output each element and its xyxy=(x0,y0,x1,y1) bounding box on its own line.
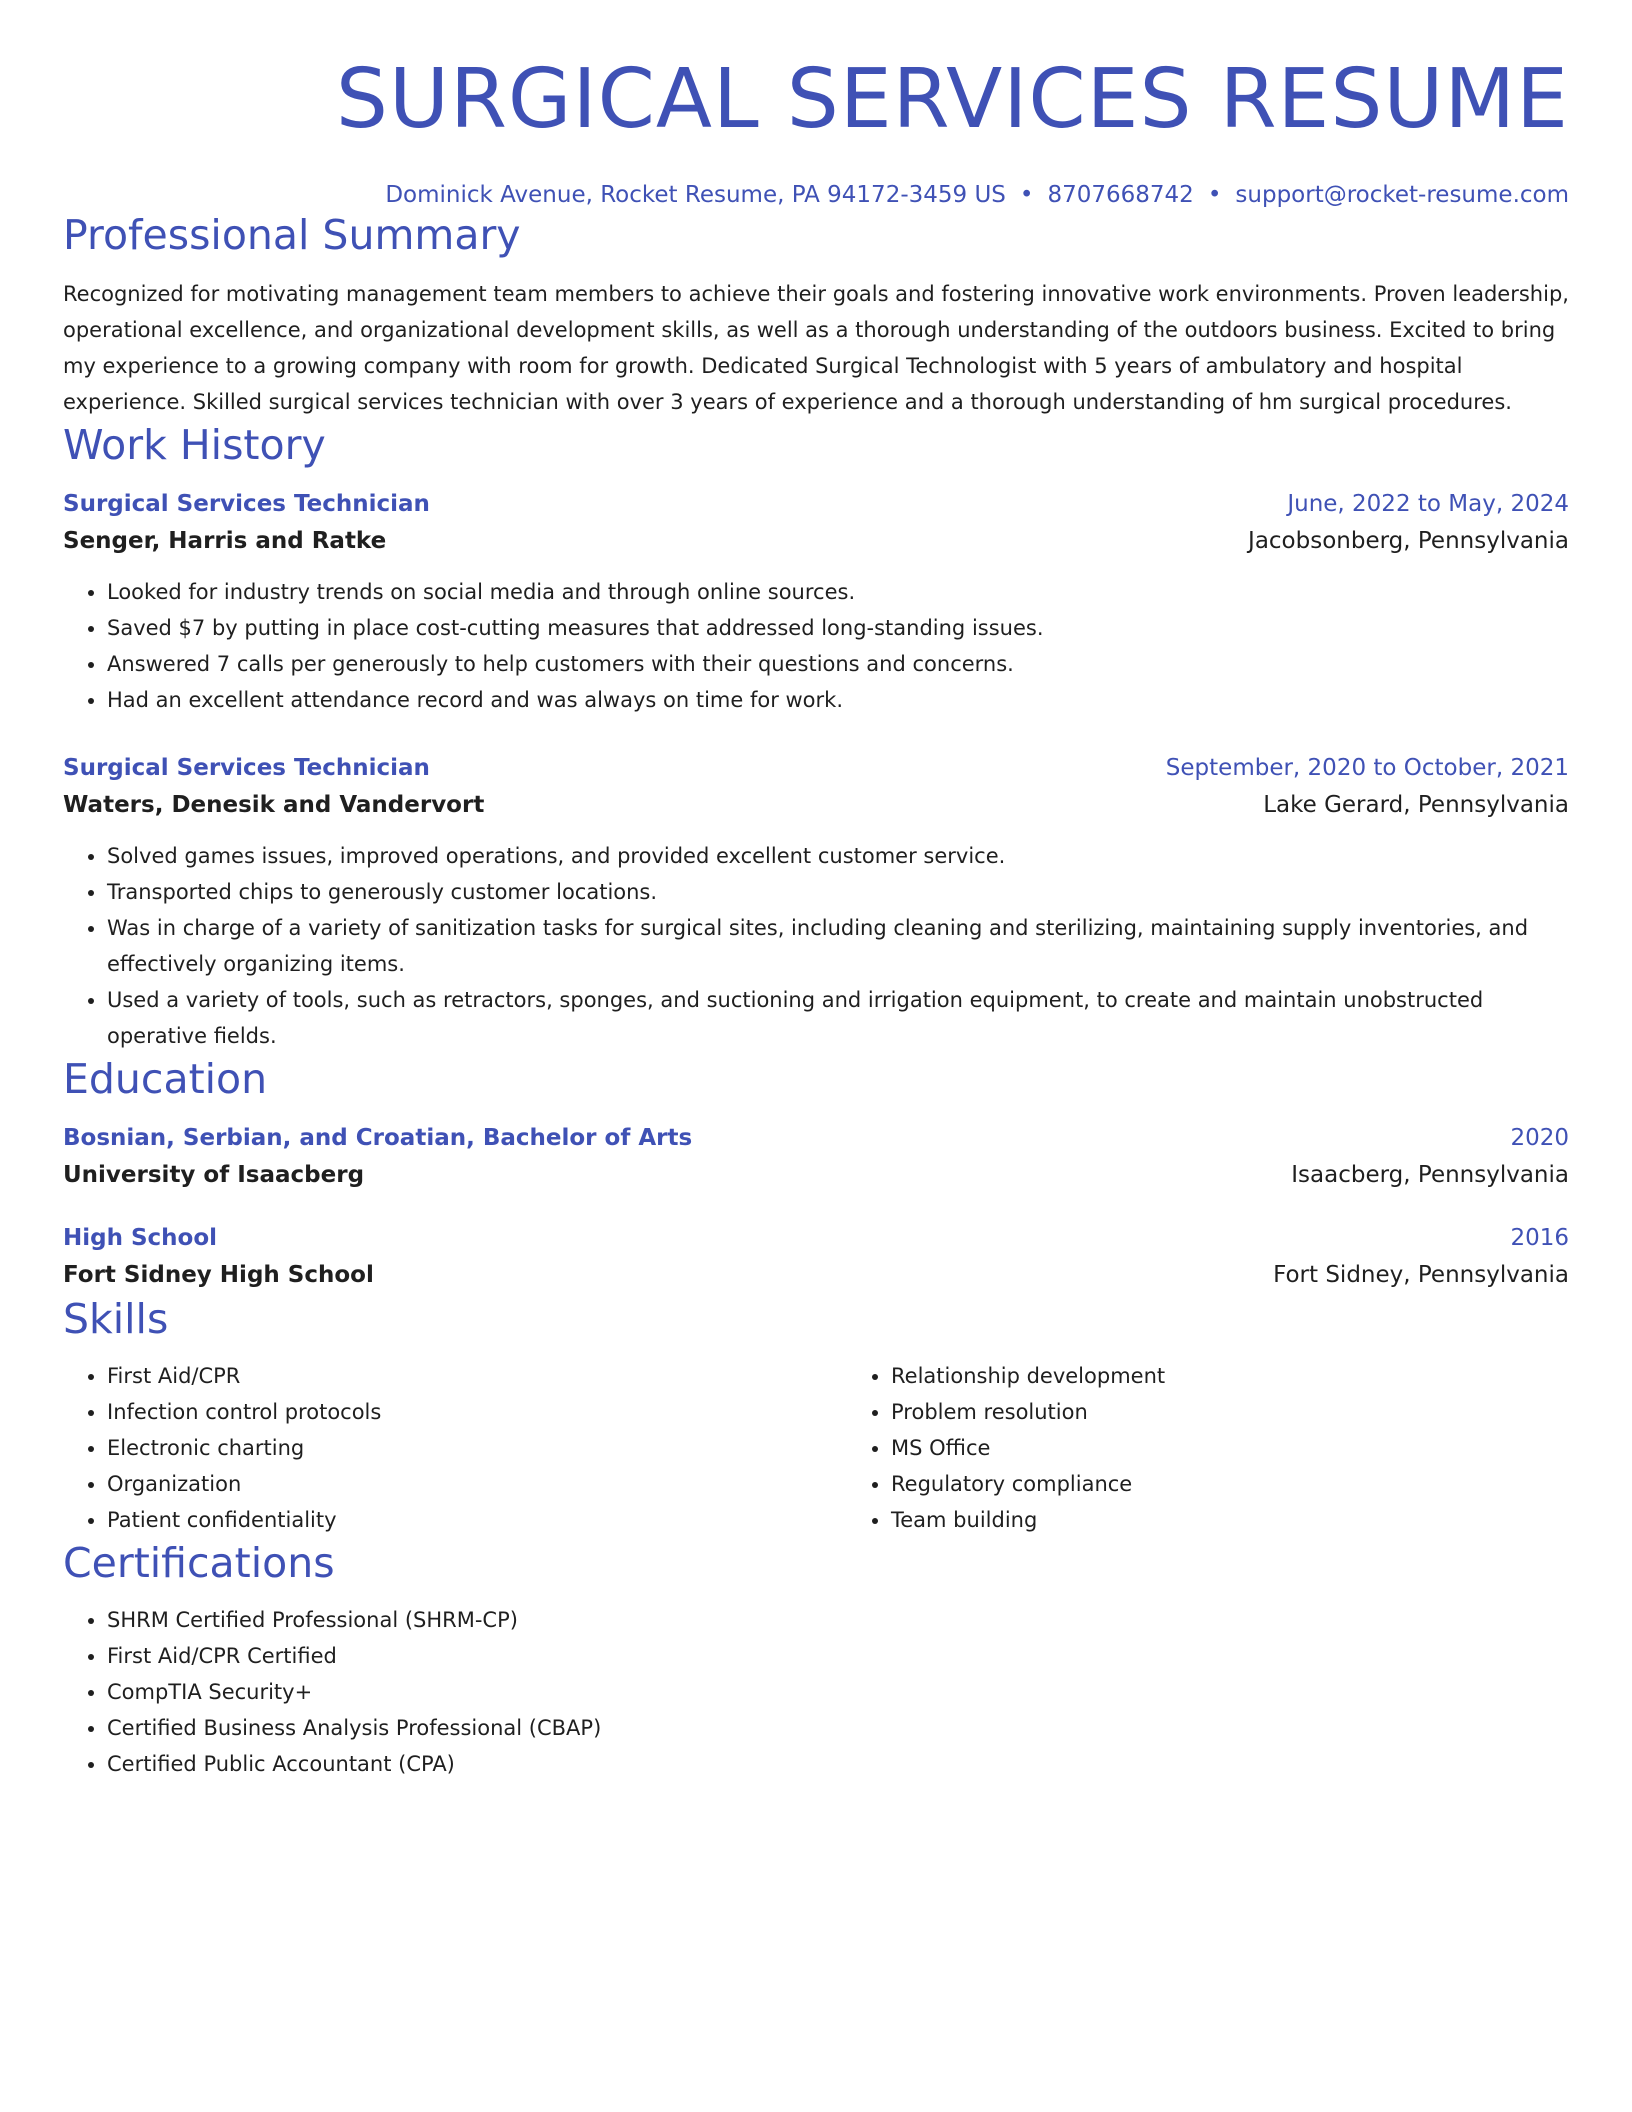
skill-item: • Team building xyxy=(891,1502,1165,1538)
job-bullet: • Transported chips to generously customer locations. xyxy=(107,874,1569,910)
job-dates: June, 2022 to May, 2024 xyxy=(1287,491,1569,517)
job-bullet: • Used a variety of tools, such as retractors, sponges, and suctioning and irrigation equipment, to create and maintain unobstructed operative fields. xyxy=(107,982,1569,1054)
education-entry xyxy=(63,1220,1569,1294)
job-bullet: • Had an excellent attendance record and was always on time for work. xyxy=(107,682,1569,718)
resume-title: SURGICAL SERVICES RESUME xyxy=(335,52,1569,147)
skill-item: • MS Office xyxy=(891,1430,1165,1466)
job-bullets xyxy=(63,574,1569,718)
job-bullet: • Answered 7 calls per generously to help customers with their questions and concerns. xyxy=(107,646,1569,682)
job-location: Jacobsonberg, Pennsylvania xyxy=(1248,528,1569,554)
contact-separator: • xyxy=(1019,182,1034,208)
certifications-list xyxy=(63,1602,1569,1782)
job-dates: September, 2020 to October, 2021 xyxy=(1165,755,1569,781)
job-location: Lake Gerard, Pennsylvania xyxy=(1263,792,1569,818)
skill-item: • Problem resolution xyxy=(891,1394,1165,1430)
skill-item: • Organization xyxy=(107,1466,847,1502)
work-entry xyxy=(63,486,1569,718)
certification-item: • First Aid/CPR Certified xyxy=(107,1638,1569,1674)
certification-item: • Certified Business Analysis Professional (CBAP) xyxy=(107,1710,1569,1746)
skill-item: • Regulatory compliance xyxy=(891,1466,1165,1502)
job-bullet: • Solved games issues, improved operations, and provided excellent customer service. xyxy=(107,838,1569,874)
job-bullets xyxy=(63,838,1569,1054)
company-name: Senger, Harris and Ratke xyxy=(63,528,387,554)
skill-item: • Patient confidentiality xyxy=(107,1502,847,1538)
job-title: Surgical Services Technician xyxy=(63,755,430,781)
school-name: University of Isaacberg xyxy=(63,1162,365,1188)
contact-separator: • xyxy=(1207,182,1222,208)
school-location: Isaacberg, Pennsylvania xyxy=(1291,1162,1569,1188)
resume-header xyxy=(63,50,1569,210)
company-name: Waters, Denesik and Vandervort xyxy=(63,792,485,818)
skills-column-right xyxy=(847,1358,1165,1538)
education-year: 2016 xyxy=(1510,1225,1569,1251)
section-title-summary: Professional Summary xyxy=(63,211,521,259)
school-name: Fort Sidney High School xyxy=(63,1262,374,1288)
school-location: Fort Sidney, Pennsylvania xyxy=(1273,1262,1569,1288)
education-entry xyxy=(63,1120,1569,1194)
section-title-skills: Skills xyxy=(63,1295,169,1343)
degree-name: Bosnian, Serbian, and Croatian, Bachelor of Arts xyxy=(63,1125,693,1151)
certification-item: • CompTIA Security+ xyxy=(107,1674,1569,1710)
skills-column-left xyxy=(63,1358,847,1538)
contact-phone: 8707668742 xyxy=(1047,182,1194,208)
skill-item: • Relationship development xyxy=(891,1358,1165,1394)
job-bullet: • Saved $7 by putting in place cost-cutting measures that addressed long-standing issues. xyxy=(107,610,1569,646)
section-title-education: Education xyxy=(63,1055,268,1103)
work-entry xyxy=(63,750,1569,1054)
section-title-certifications: Certifications xyxy=(63,1539,335,1587)
certification-item: • SHRM Certified Professional (SHRM-CP) xyxy=(107,1602,1569,1638)
contact-email[interactable]: support@rocket-resume.com xyxy=(1235,182,1569,208)
job-bullet: • Looked for industry trends on social media and through online sources. xyxy=(107,574,1569,610)
skill-item: • Infection control protocols xyxy=(107,1394,847,1430)
skill-item: • Electronic charting xyxy=(107,1430,847,1466)
job-bullet: • Was in charge of a variety of sanitization tasks for surgical sites, including cleaning and sterilizing, maintaining supply inventories, and effectively organizing items. xyxy=(107,910,1569,982)
summary-text: Recognized for motivating management team members to achieve their goals and fostering innovative work environments. Proven leadership, operational excellence, and organizational development skills, as well as a thorough understanding of the outdoors business. Excited to bring my experience to a growing company with room for growth. Dedicated Surgical Technologist with 5 years of ambulatory and hospital experience. Skilled surgical services technician with over 3 years of experience and a thorough understanding of hm surgical procedures. xyxy=(63,282,1569,414)
skill-item: • First Aid/CPR xyxy=(107,1358,847,1394)
education-year: 2020 xyxy=(1510,1125,1569,1151)
contact-line xyxy=(63,180,1569,210)
degree-name: High School xyxy=(63,1225,218,1251)
contact-address: Dominick Avenue, Rocket Resume, PA 94172-3459 US xyxy=(385,182,1006,208)
job-title: Surgical Services Technician xyxy=(63,491,430,517)
section-title-work: Work History xyxy=(63,421,326,469)
skills-list xyxy=(63,1358,1569,1538)
certification-item: • Certified Public Accountant (CPA) xyxy=(107,1746,1569,1782)
